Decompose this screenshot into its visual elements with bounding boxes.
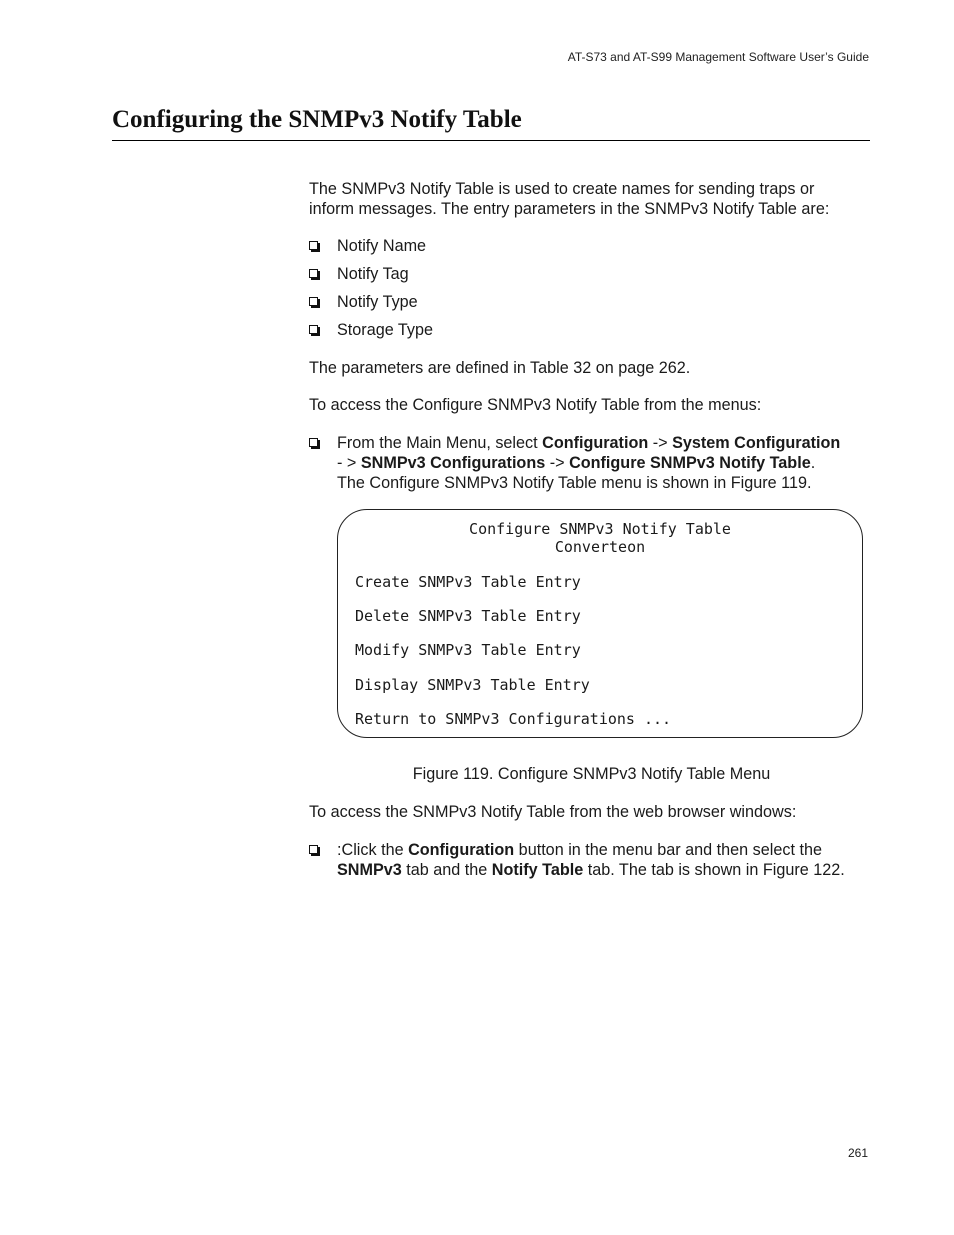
web-step-line-1 [337,840,874,860]
parameter-name: Notify Type [337,293,418,311]
intro-line-1: The SNMPv3 Notify Table is used to create names for sending traps or [309,180,815,198]
menus-access-step [309,433,874,493]
menu-option-display[interactable]: Display SNMPv3 Table Entry [355,676,590,694]
menu-option-delete[interactable]: Delete SNMPv3 Table Entry [355,607,581,625]
step-arrow: - > [337,454,361,472]
title-rule [112,140,870,141]
figure-caption: Figure 119. Configure SNMPv3 Notify Table Menu [412,765,771,783]
step-line-2 [337,453,874,473]
list-item [309,840,874,880]
web-step-line-2 [337,860,874,880]
step-arrow: -> [648,434,673,452]
menu-path-system-configuration: System Configuration [672,434,841,452]
step-text: :Click the [337,841,409,859]
web-access-intro [309,802,874,822]
menu-path-configure-notify-table: Configure SNMPv3 Notify Table [569,454,811,472]
ui-ref-notify-table-tab: Notify Table [491,861,584,879]
intro-line-2: inform messages. The entry parameters in the SNMPv3 Notify Table are: [309,200,830,218]
section-title: Configuring the SNMPv3 Notify Table [112,106,522,133]
menu-screen-title: Configure SNMPv3 Notify Table [469,520,731,538]
parameter-name: Notify Tag [337,265,409,283]
checkbox-bullet-icon [309,297,318,306]
checkbox-bullet-icon [309,241,318,250]
menu-option-modify[interactable]: Modify SNMPv3 Table Entry [355,641,581,659]
step-arrow: -> [545,454,570,472]
terminal-menu-screen [337,509,863,738]
step-text: . [810,454,816,472]
step-text: From the Main Menu, select [337,434,543,452]
step-text: button in the menu bar and then select the [514,841,822,859]
menu-option-create[interactable]: Create SNMPv3 Table Entry [355,573,581,591]
menu-path-configuration: Configuration [542,434,649,452]
checkbox-bullet-icon [309,325,318,334]
running-header: AT-S73 and AT-S99 Management Software User’s Guide [567,50,869,64]
ui-ref-configuration-button: Configuration [408,841,515,859]
list-item [309,264,874,292]
parameter-list [309,236,874,348]
page-number: 261 [847,1146,868,1160]
step-text: tab. The tab is shown in Figure 122. [583,861,845,879]
parameter-name: Notify Name [337,237,427,255]
list-item [309,236,874,264]
defined-text: The parameters are defined in Table 32 on page 262. [309,359,691,377]
intro-paragraph [309,179,874,219]
step-line-1 [337,433,874,453]
ui-ref-snmpv3-tab: SNMPv3 [337,861,402,879]
menus-access-intro [309,395,874,415]
list-item [309,433,874,493]
step-text: tab and the [401,861,492,879]
parameter-name: Storage Type [337,321,433,339]
menu-option-return[interactable]: Return to SNMPv3 Configurations ... [355,710,672,728]
web-access-step [309,840,874,880]
menus-access-text: To access the Configure SNMPv3 Notify Table from the menus: [309,396,762,414]
list-item [309,292,874,320]
step-line-3: The Configure SNMPv3 Notify Table menu is shown in Figure 119. [337,474,812,492]
menu-screen-subtitle: Converteon [554,538,646,556]
checkbox-bullet-icon [309,438,318,447]
checkbox-bullet-icon [309,845,318,854]
checkbox-bullet-icon [309,269,318,278]
menu-path-snmpv3-configurations: SNMPv3 Configurations [360,454,546,472]
web-access-text: To access the SNMPv3 Notify Table from the web browser windows: [309,803,797,821]
list-item [309,320,874,348]
defined-paragraph [309,358,874,378]
